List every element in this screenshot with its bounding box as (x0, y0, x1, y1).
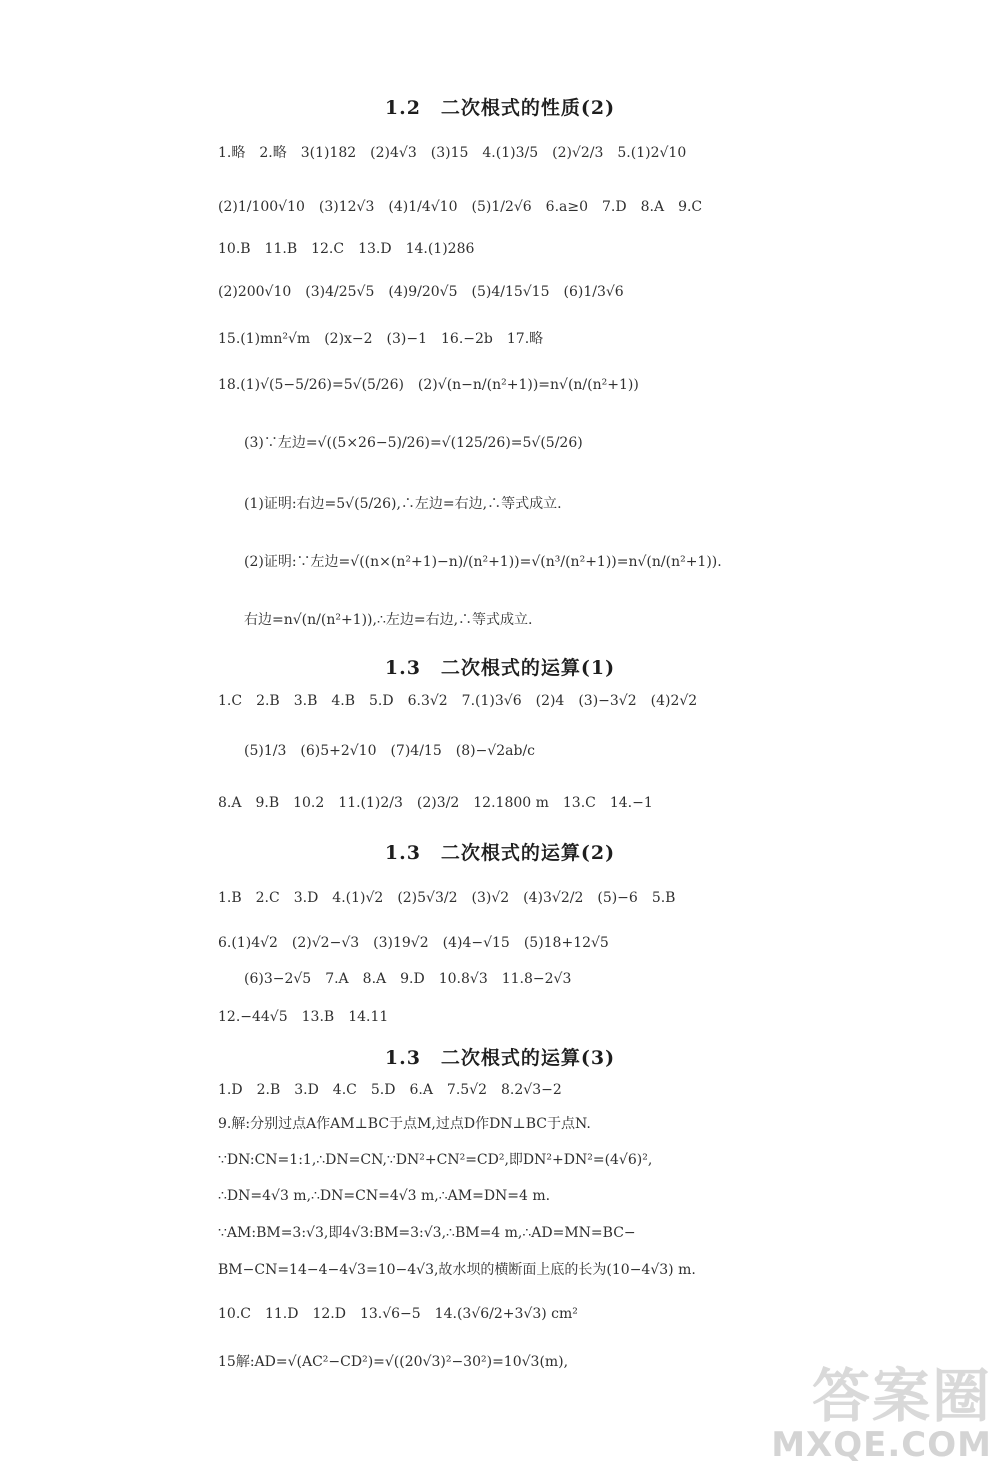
answer-line: ∵DN:CN=1:1,∴DN=CN,∵DN²+CN²=CD²,即DN²+DN²=(4√6)², (218, 1152, 653, 1168)
answer-line: (5)1/3 (6)5+2√10 (7)4/15 (8)−√2ab/c (244, 743, 535, 759)
watermark (771, 1349, 992, 1465)
answer-line: (6)3−2√5 7.A 8.A 9.D 10.8√3 11.8−2√3 (244, 971, 572, 987)
section-title: 1.3 二次根式的运算(3) (384, 1047, 616, 1069)
answer-line: 18.(1)√(5−5/26)=5√(5/26) (2)√(n−n/(n²+1))=n√(n/(n²+1)) (218, 377, 639, 393)
answer-line: (1)证明:右边=5√(5/26),∴左边=右边,∴等式成立. (244, 496, 562, 512)
answer-line: 8.A 9.B 10.2 11.(1)2/3 (2)3/2 12.1800 m 13.C 14.−1 (218, 795, 653, 811)
section-title: 1.2 二次根式的性质(2) (384, 97, 616, 119)
answer-line: 10.C 11.D 12.D 13.√6−5 14.(3√6/2+3√3) cm² (218, 1306, 578, 1322)
section-title: 1.3 二次根式的运算(2) (384, 842, 616, 864)
answer-line: 12.−44√5 13.B 14.11 (218, 1009, 389, 1025)
answer-line: ∵AM:BM=3:√3,即4√3:BM=3:√3,∴BM=4 m,∴AD=MN=BC− (218, 1225, 636, 1241)
answer-line: 15.(1)mn²√m (2)x−2 (3)−1 16.−2b 17.略 (218, 331, 544, 347)
answer-line: 9.解:分别过点A作AM⊥BC于点M,过点D作DN⊥BC于点N. (218, 1116, 591, 1132)
watermark-text: 答案圈 (811, 1362, 992, 1430)
watermark-url: MXQE.COM (771, 1425, 992, 1465)
answer-line: BM−CN=14−4−4√3=10−4√3,故水坝的横断面上底的长为(10−4√3) m. (218, 1262, 696, 1278)
answer-line: 15解:AD=√(AC²−CD²)=√((20√3)²−30²)=10√3(m), (218, 1354, 569, 1370)
answer-line: 1.D 2.B 3.D 4.C 5.D 6.A 7.5√2 8.2√3−2 (218, 1082, 562, 1098)
answer-line: 右边=n√(n/(n²+1)),∴左边=右边,∴等式成立. (244, 612, 533, 628)
answer-line: 10.B 11.B 12.C 13.D 14.(1)286 (218, 241, 475, 257)
answer-line: (2)1/100√10 (3)12√3 (4)1/4√10 (5)1/2√6 6.a≥0 7.D 8.A 9.C (218, 199, 703, 215)
answer-line: (3)∵左边=√((5×26−5)/26)=√(125/26)=5√(5/26) (244, 435, 583, 451)
answer-line: 6.(1)4√2 (2)√2−√3 (3)19√2 (4)4−√15 (5)18+12√5 (218, 935, 609, 951)
answer-line: 1.C 2.B 3.B 4.B 5.D 6.3√2 7.(1)3√6 (2)4 (3)−3√2 (4)2√2 (218, 693, 698, 709)
answer-line: 1.略 2.略 3(1)182 (2)4√3 (3)15 4.(1)3/5 (2)√2/3 5.(1)2√10 (218, 145, 687, 161)
answer-line: (2)200√10 (3)4/25√5 (4)9/20√5 (5)4/15√15 (6)1/3√6 (218, 284, 624, 300)
answer-line: (2)证明:∵左边=√((n×(n²+1)−n)/(n²+1))=√(n³/(n²+1))=n√(n/(n²+1)). (244, 554, 722, 570)
answer-line: ∴DN=4√3 m,∴DN=CN=4√3 m,∴AM=DN=4 m. (218, 1188, 551, 1204)
answer-line: 1.B 2.C 3.D 4.(1)√2 (2)5√3/2 (3)√2 (4)3√2/2 (5)−6 5.B (218, 890, 676, 906)
section-title: 1.3 二次根式的运算(1) (384, 657, 616, 679)
